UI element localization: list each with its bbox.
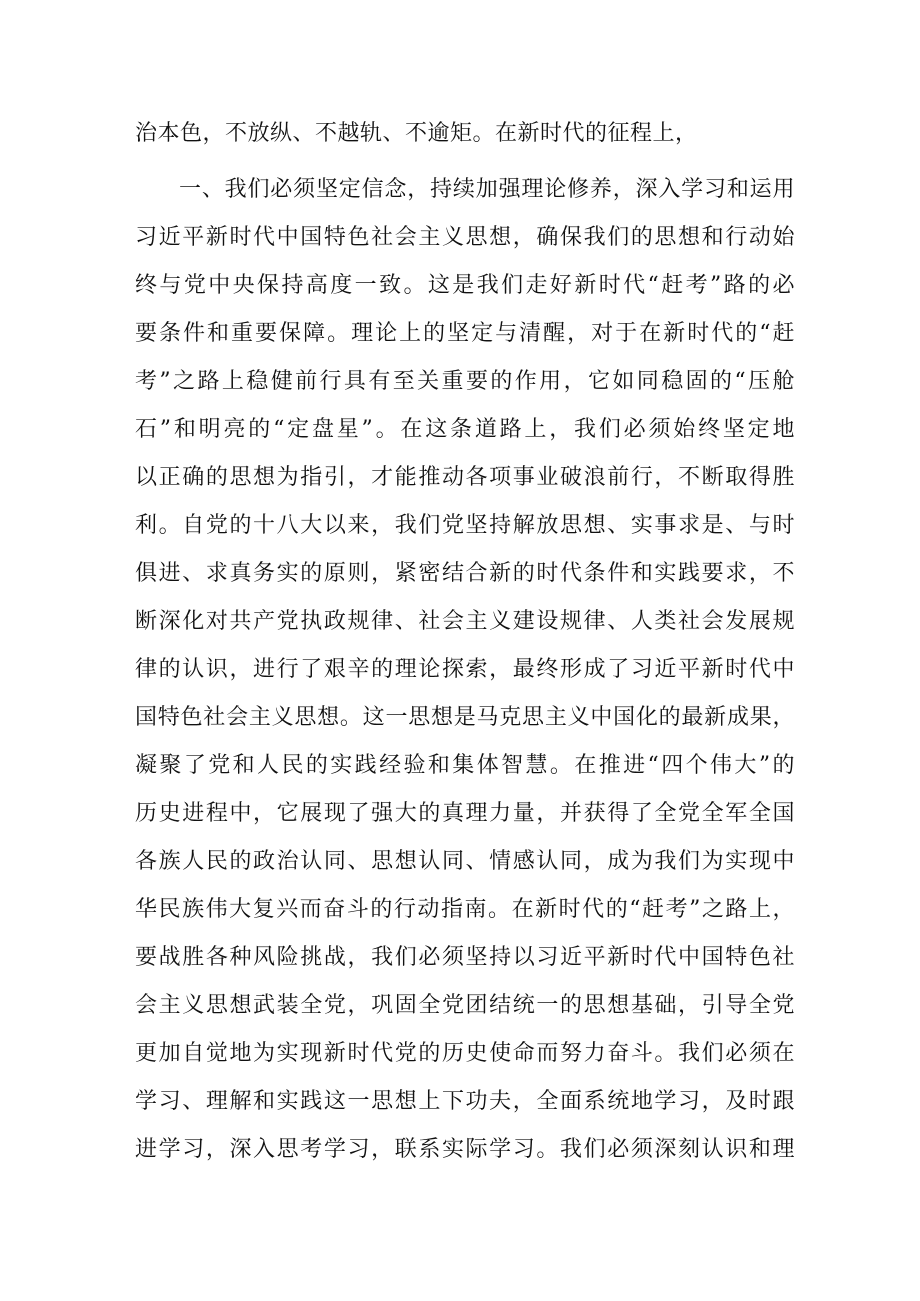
- body-text: [135, 110, 795, 1174]
- text-line: 以正确的思想为指引，才能推动各项事业破浪前行，不断取得胜: [135, 465, 795, 490]
- text-line: 习近平新时代中国特色社会主义思想，确保我们的思想和行动始: [135, 225, 795, 250]
- text-line: 华民族伟大复兴而奋斗的行动指南。在新时代的“赶考”之路上，: [135, 897, 795, 922]
- text-line: 利。自党的十八大以来，我们党坚持解放思想、实事求是、与时: [135, 513, 795, 538]
- text-line: 要战胜各种风险挑战，我们必须坚持以习近平新时代中国特色社: [135, 945, 795, 970]
- text-line: 治本色，不放纵、不越轨、不逾矩。在新时代的征程上，: [135, 121, 698, 146]
- text-line: 历史进程中，它展现了强大的真理力量，并获得了全党全军全国: [135, 801, 795, 826]
- text-line: 考”之路上稳健前行具有至关重要的作用，它如同稳固的“压舱: [135, 369, 795, 394]
- paragraph-first-line: 一、我们必须坚定信念，持续加强理论修养，深入学习和运用: [179, 177, 795, 202]
- text-line: 凝聚了党和人民的实践经验和集体智慧。在推进“四个伟大”的: [135, 753, 795, 778]
- text-line: 律的认识，进行了艰辛的理论探索，最终形成了习近平新时代中: [135, 657, 795, 682]
- text-line: 各族人民的政治认同、思想认同、情感认同，成为我们为实现中: [135, 849, 795, 874]
- text-line: 学习、理解和实践这一思想上下功夫，全面系统地学习，及时跟: [135, 1089, 795, 1114]
- text-line: 终与党中央保持高度一致。这是我们走好新时代“赶考”路的必: [135, 273, 795, 298]
- text-line: 俱进、求真务实的原则，紧密结合新的时代条件和实践要求，不: [135, 561, 795, 586]
- text-line: 石”和明亮的“定盘星”。在这条道路上，我们必须始终坚定地: [135, 417, 795, 442]
- text-line: 进学习，深入思考学习，联系实际学习。我们必须深刻认识和理: [135, 1137, 795, 1162]
- text-line: 国特色社会主义思想。这一思想是马克思主义中国化的最新成果，: [135, 705, 795, 730]
- text-line: 断深化对共产党执政规律、社会主义建设规律、人类社会发展规: [135, 609, 795, 634]
- text-line: 要条件和重要保障。理论上的坚定与清醒，对于在新时代的“赶: [135, 321, 795, 346]
- text-line: 会主义思想武装全党，巩固全党团结统一的思想基础，引导全党: [135, 993, 795, 1018]
- text-line: 更加自觉地为实现新时代党的历史使命而努力奋斗。我们必须在: [135, 1041, 795, 1066]
